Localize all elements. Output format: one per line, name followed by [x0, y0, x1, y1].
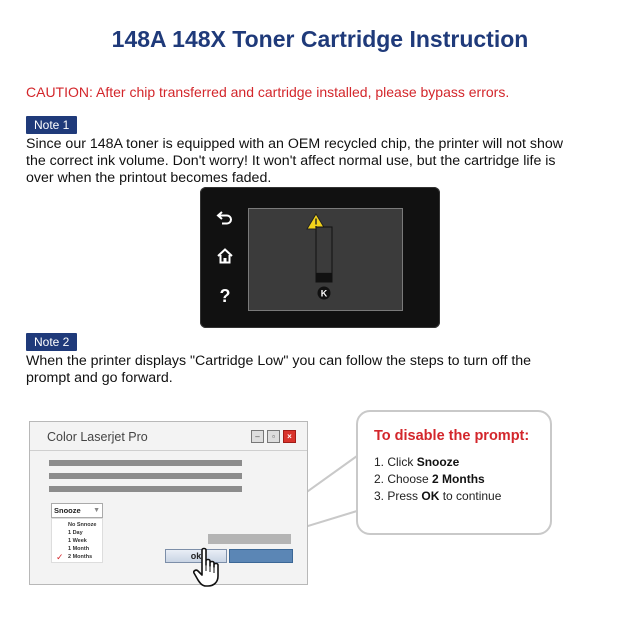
maximize-button[interactable]: ▫ [267, 430, 280, 443]
option-item[interactable]: No Snnoze [68, 522, 97, 528]
note2-line: When the printer displays "Cartridge Low" you can follow the steps to turn off the [26, 353, 532, 369]
toner-letter: K [320, 288, 328, 299]
placeholder-line [49, 486, 242, 492]
printer-settings-window [29, 421, 308, 585]
hand-pointer-icon [193, 547, 225, 589]
step-item: 2. Choose 2 Months [374, 472, 485, 486]
blue-button[interactable] [229, 549, 293, 563]
help-icon: ? [219, 286, 231, 306]
note1-line: over when the printout becomes faded. [26, 170, 272, 186]
caution-text: CAUTION: After chip transferred and cartridge installed, please bypass errors. [26, 84, 510, 100]
ok-button[interactable]: ok [165, 549, 227, 563]
instructions-callout [356, 410, 552, 535]
window-controls [251, 430, 296, 443]
note2-badge: Note 2 [26, 333, 77, 351]
minimize-button[interactable]: – [251, 430, 264, 443]
step-item: 3. Press OK to continue [374, 489, 502, 503]
placeholder-line [49, 473, 242, 479]
checkmark-icon: ✓ [56, 552, 64, 562]
option-item-selected[interactable]: 2 Months [68, 554, 93, 560]
note1-line: the correct ink volume. Don't worry! It won't affect normal use, but the cartridge life is [26, 153, 556, 169]
snooze-options-list [51, 518, 103, 563]
title-divider [30, 450, 307, 451]
note1-badge: Note 1 [26, 116, 77, 134]
snooze-dropdown[interactable] [51, 503, 103, 518]
placeholder-line [49, 460, 242, 466]
snooze-dropdown-value: Snooze [54, 506, 81, 515]
close-button[interactable]: × [283, 430, 296, 443]
note2-line: prompt and go forward. [26, 370, 173, 386]
page-title: 148A 148X Toner Cartridge Instruction [111, 26, 529, 52]
window-title: Color Laserjet Pro [47, 430, 148, 444]
option-item[interactable]: 1 Month [68, 546, 90, 552]
note1-line: Since our 148A toner is equipped with an OEM recycled chip, the printer will not show [26, 136, 564, 152]
option-item[interactable]: 1 Day [68, 530, 83, 536]
option-item[interactable]: 1 Week [68, 538, 87, 544]
chevron-down-icon: ▼ [93, 507, 100, 514]
step-item: 1. Click Snooze [374, 455, 460, 469]
callout-title: To disable the prompt: [374, 428, 530, 444]
disabled-button [208, 534, 291, 544]
